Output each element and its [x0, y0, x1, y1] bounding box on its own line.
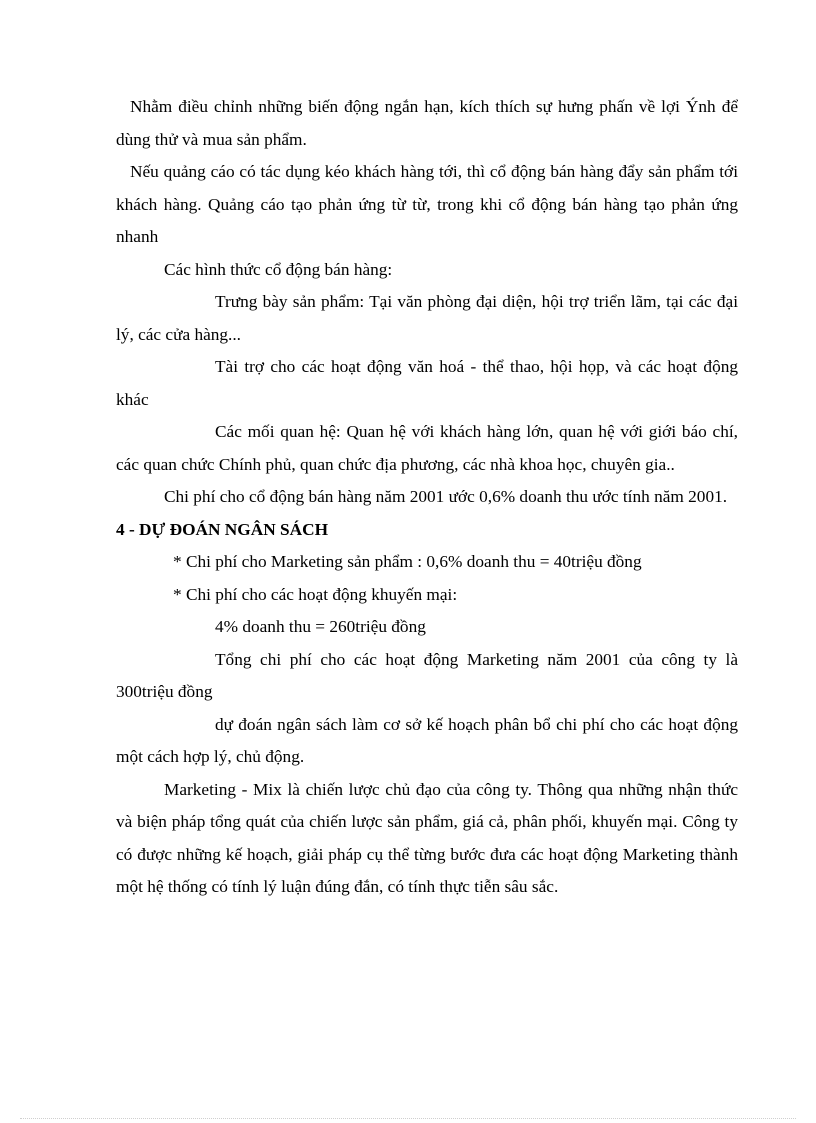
section-heading-budget-forecast: 4 - DỰ ĐOÁN NGÂN SÁCH — [116, 519, 329, 539]
paragraph-sponsorship: Tài trợ cho các hoạt động văn hoá - thể thao, hội họp, và các hoạt động khác — [116, 357, 738, 409]
paragraph-price-promotion-purpose: Nhằm điều chỉnh những biến động ngắn hạn, kích thích sự hưng phấn về lợi Ýnh để dùng thử và mua sản phẩm. — [116, 97, 738, 149]
paragraph-marketing-cost: * Chi phí cho Marketing sản phẩm : 0,6% doanh thu = 40triệu đồng — [173, 552, 642, 571]
paragraph-advertising-vs-promotion: Nếu quảng cáo có tác dụng kéo khách hàng tới, thì cổ động bán hàng đẩy sản phẩm tới khách hàng. Quảng cáo tạo phản ứng từ từ, trong khi cổ động bán hàng tạo phản ứng nhanh — [116, 162, 738, 246]
paragraph-product-display: Trưng bày sản phẩm: Tại văn phòng đại diện, hội trợ triển lãm, tại các đại lý, các cửa hàng... — [116, 292, 738, 344]
paragraph-promotion-activities-cost: * Chi phí cho các hoạt động khuyến mại: — [173, 584, 458, 604]
paragraph-promotion-forms-intro: Các hình thức cổ động bán hàng: — [164, 259, 393, 279]
paragraph-marketing-mix-conclusion: Marketing - Mix là chiến lược chủ đạo của công ty. Thông qua những nhận thức và biện pháp tổng quát của chiến lược sản phẩm, giá cả, phân phối, khuyến mại. Công ty có được những kế hoạch, giải pháp cụ thể từng bước đưa các hoạt động Marketing thành một hệ thống có tính lý luận đúng đắn, có tính thực tiễn sâu sắc. — [116, 779, 738, 896]
paragraph-total-cost: Tổng chi phí cho các hoạt động Marketing năm 2001 của công ty là 300triệu đồng — [116, 649, 738, 701]
paragraph-relations: Các mối quan hệ: Quan hệ với khách hàng lớn, quan hệ với giới báo chí, các quan chức Chính phủ, quan chức địa phương, các nhà khoa học, chuyên gia.. — [116, 422, 738, 474]
paragraph-revenue-share: 4% doanh thu = 260triệu đồng — [215, 617, 426, 636]
page-bottom-rule — [20, 1118, 796, 1119]
document-page — [116, 91, 738, 904]
paragraph-budget-forecast-basis: dự đoán ngân sách làm cơ sở kế hoạch phân bổ chi phí cho các hoạt động một cách hợp lý, chủ động. — [116, 714, 738, 766]
paragraph-promotion-cost: Chi phí cho cổ động bán hàng năm 2001 ước 0,6% doanh thu ước tính năm 2001. — [164, 487, 728, 506]
